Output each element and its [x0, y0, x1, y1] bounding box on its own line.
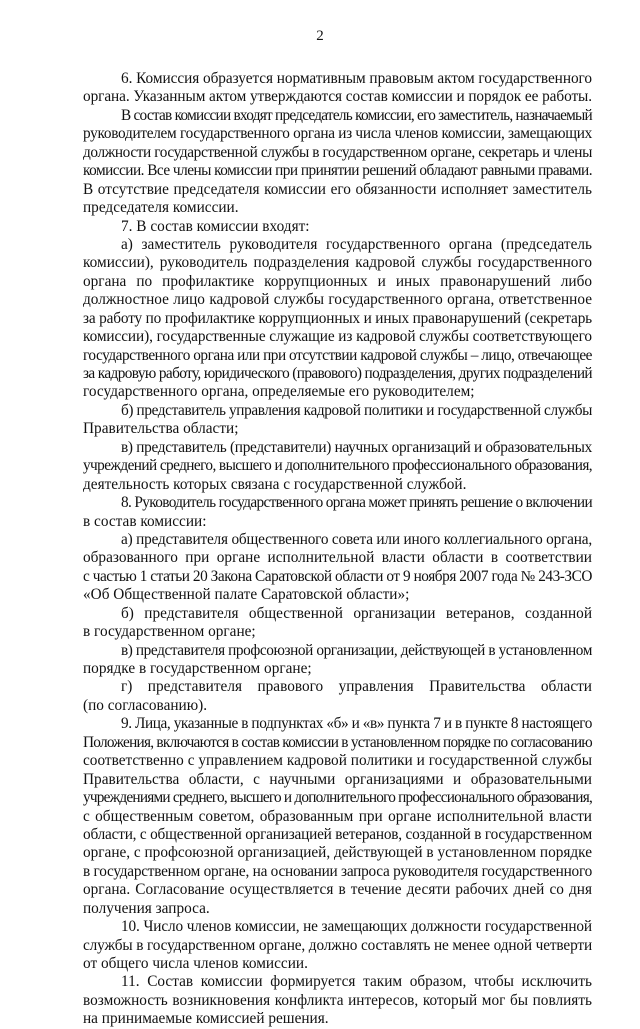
text-line: председателя комиссии. — [83, 199, 239, 217]
text-line: деятельность которых связана с государственной службой. — [83, 475, 467, 493]
text-line: в государственном органе, на основании запроса руководителя государственного — [83, 862, 592, 880]
text-line: Правительства области; — [83, 420, 239, 438]
page-number: 2 — [316, 28, 324, 44]
text-line: В отсутствие председателя комиссии его обязанности исполняет заместитель — [83, 180, 592, 198]
paragraph-8g — [83, 678, 592, 715]
text-line: органа. Указанным актом утверждаются состав комиссии и порядок ее работы. — [83, 88, 592, 106]
text-line: учреждений среднего, высшего и дополнительного профессионального образования, — [83, 457, 592, 475]
text-line: с общественным советом, образованным при органе исполнительной власти — [83, 807, 592, 825]
text-line: с частью 1 статьи 20 Закона Саратовской области от 9 ноября 2007 года № 243-ЗСО — [83, 567, 592, 585]
paragraph-11 — [83, 973, 592, 1028]
text-line: учреждениями среднего, высшего и дополнительного профессионального образования, — [83, 789, 592, 807]
text-line: комиссии), государственные служащие из кадровой службы соответствующего — [83, 328, 592, 346]
text-line: (по согласованию). — [83, 696, 208, 714]
paragraph-8v — [83, 642, 592, 679]
text-line: в) представитель (представители) научных организаций и образовательных — [121, 438, 592, 456]
text-line: 9. Лица, указанные в подпунктах «б» и «в» пункта 7 и в пункте 8 настоящего — [121, 715, 592, 733]
paragraph-7 — [83, 218, 592, 236]
document-body — [83, 70, 592, 1029]
paragraph-7a — [83, 236, 592, 402]
text-line: в состав комиссии: — [83, 512, 207, 530]
text-line: а) представителя общественного совета или иного коллегиального органа, — [121, 530, 592, 548]
text-line: от общего числа членов комиссии. — [83, 955, 308, 972]
text-line: в государственном органе; — [83, 623, 256, 641]
text-line: комиссии), руководитель подразделения кадровой службы государственного — [83, 254, 592, 272]
text-line: на принимаемые комиссией решения. — [83, 1010, 329, 1028]
text-line: В состав комиссии входят председатель комиссии, его заместитель, назначаемый — [121, 106, 592, 124]
paragraph-8a — [83, 531, 592, 605]
text-line: а) заместитель руководителя государственного органа (председатель — [121, 235, 592, 253]
text-line: должностное лицо кадровой службы государственного органа, ответственное — [83, 291, 592, 309]
text-line: государственного органа или при отсутствии кадровой службы – лицо, отвечающее — [83, 346, 592, 364]
text-line: органе, с профсоюзной организацией, действующей в установленном порядке — [83, 844, 592, 862]
text-line: «Об Общественной палате Саратовской области»; — [83, 586, 410, 604]
paragraph-8b — [83, 605, 592, 642]
paragraph-6-composition — [83, 107, 592, 218]
paragraph-10 — [83, 918, 592, 973]
text-line: государственного органа, определяемые его руководителем; — [83, 383, 475, 401]
text-line: 7. В состав комиссии входят: — [121, 217, 310, 235]
text-line: образованного при органе исполнительной власти области в соответствии — [83, 549, 592, 567]
text-line: в) представителя профсоюзной организации, действующей в установленном — [121, 641, 592, 659]
text-line: получения запроса. — [83, 899, 210, 917]
text-line: 6. Комиссия образуется нормативным правовым актом государственного — [121, 70, 592, 87]
paragraph-7b — [83, 402, 592, 439]
paragraph-8 — [83, 494, 592, 531]
paragraph-6 — [83, 70, 592, 107]
text-line: порядке в государственном органе; — [83, 660, 312, 677]
text-line: 11. Состав комиссии формируется таким образом, чтобы исключить — [121, 973, 592, 991]
paragraph-7v — [83, 439, 592, 494]
paragraph-9 — [83, 715, 592, 918]
text-line: за кадровую работу, юридического (правового) подразделения, других подразделений — [83, 365, 592, 382]
text-line: комиссии. Все члены комиссии при принятии решений обладают равными правами. — [83, 162, 592, 180]
text-line: соответственно с управлением кадровой политики и государственной службы — [83, 752, 592, 770]
text-line: органа по профилактике коррупционных и иных правонарушений либо — [83, 272, 592, 290]
text-line: органа. Согласование осуществляется в течение десяти рабочих дней со дня — [83, 881, 592, 899]
text-line: возможность возникновения конфликта интересов, который мог бы повлиять — [83, 991, 592, 1009]
text-line: должности государственной службы в государственном органе, секретарь и члены — [83, 143, 592, 161]
text-line: службы в государственном органе, должно составлять не менее одной четверти — [83, 936, 592, 954]
text-line: 8. Руководитель государственного органа может принять решение о включении — [121, 494, 592, 512]
text-line: руководителем государственного органа из числа членов комиссии, замещающих — [83, 125, 592, 143]
text-line: б) представитель управления кадровой политики и государственной службы — [121, 401, 592, 419]
text-line: г) представителя правового управления Правительства области — [121, 678, 592, 696]
text-line: б) представителя общественной организации ветеранов, созданной — [121, 604, 592, 622]
text-line: области, с общественной организацией ветеранов, созданной в государственном — [83, 825, 592, 843]
text-line: 10. Число членов комиссии, не замещающих должности государственной — [121, 918, 592, 936]
text-line: за работу по профилактике коррупционных и иных правонарушений (секретарь — [83, 309, 592, 327]
text-line: Правительства области, с научными организациями и образовательными — [83, 770, 592, 788]
text-line: Положения, включаются в состав комиссии в установленном порядке по согласованию — [83, 733, 592, 751]
